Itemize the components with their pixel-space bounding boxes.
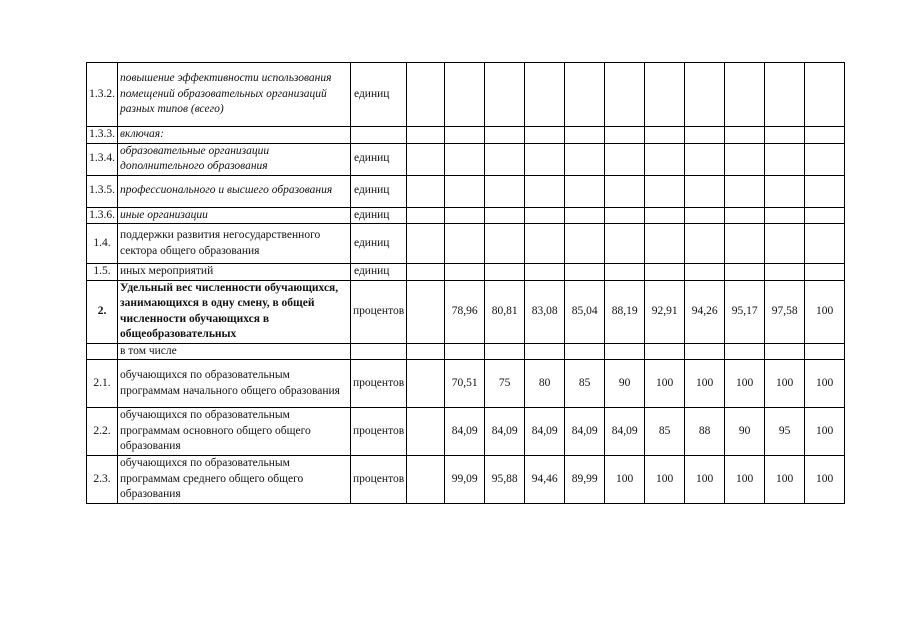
value-cell: 100 — [645, 360, 685, 408]
value-cell — [605, 127, 645, 144]
value-cell — [725, 127, 765, 144]
value-cell — [485, 207, 525, 224]
value-cell: 78,96 — [445, 280, 485, 343]
value-cell: 100 — [725, 360, 765, 408]
row-description: обучающихся по образовательным программам основного общего общего образования — [118, 408, 351, 456]
value-cell — [485, 343, 525, 360]
row-description: профессионального и высшего образования — [118, 175, 351, 207]
value-cell — [565, 63, 605, 127]
value-cell — [725, 224, 765, 264]
value-cell: 94,26 — [685, 280, 725, 343]
row-number: 1.4. — [87, 224, 118, 264]
value-cell — [685, 343, 725, 360]
value-cell — [565, 143, 605, 175]
row-unit: единиц — [351, 224, 407, 264]
value-cell — [485, 264, 525, 281]
value-cell — [525, 207, 565, 224]
row-description: обучающихся по образовательным программам начального общего образования — [118, 360, 351, 408]
value-cell — [605, 207, 645, 224]
value-cell: 95,88 — [485, 456, 525, 504]
row-unit: процентов — [351, 408, 407, 456]
value-cell: 97,58 — [765, 280, 805, 343]
value-cell — [485, 224, 525, 264]
row-number: 1.5. — [87, 264, 118, 281]
value-cell — [407, 127, 445, 144]
table-row — [87, 224, 845, 264]
value-cell — [725, 207, 765, 224]
value-cell: 100 — [805, 280, 845, 343]
row-unit: единиц — [351, 175, 407, 207]
value-cell — [805, 343, 845, 360]
value-cell: 100 — [725, 456, 765, 504]
value-cell — [725, 343, 765, 360]
value-cell — [605, 343, 645, 360]
value-cell: 92,91 — [645, 280, 685, 343]
value-cell — [445, 127, 485, 144]
value-cell — [525, 264, 565, 281]
value-cell: 95,17 — [725, 280, 765, 343]
value-cell — [445, 143, 485, 175]
value-cell — [525, 143, 565, 175]
value-cell — [407, 207, 445, 224]
row-unit: единиц — [351, 264, 407, 281]
row-number: 1.3.5. — [87, 175, 118, 207]
value-cell — [725, 143, 765, 175]
value-cell: 84,09 — [525, 408, 565, 456]
value-cell — [725, 63, 765, 127]
value-cell — [765, 264, 805, 281]
value-cell: 89,99 — [565, 456, 605, 504]
value-cell — [445, 264, 485, 281]
value-cell — [605, 224, 645, 264]
value-cell — [485, 63, 525, 127]
value-cell: 84,09 — [445, 408, 485, 456]
row-number: 2.2. — [87, 408, 118, 456]
row-unit — [351, 127, 407, 144]
row-description: включая: — [118, 127, 351, 144]
value-cell — [645, 175, 685, 207]
value-cell — [765, 127, 805, 144]
value-cell — [805, 264, 845, 281]
value-cell — [765, 224, 805, 264]
table-row — [87, 127, 845, 144]
row-unit — [351, 343, 407, 360]
value-cell: 90 — [725, 408, 765, 456]
row-unit: процентов — [351, 456, 407, 504]
value-cell: 85 — [565, 360, 605, 408]
row-description: поддержки развития негосударственного сектора общего образования — [118, 224, 351, 264]
table-row — [87, 143, 845, 175]
value-cell — [525, 343, 565, 360]
value-cell — [565, 207, 605, 224]
table-body — [87, 63, 845, 504]
value-cell: 100 — [805, 408, 845, 456]
value-cell — [685, 264, 725, 281]
row-number: 2.3. — [87, 456, 118, 504]
value-cell — [605, 143, 645, 175]
value-cell — [765, 343, 805, 360]
value-cell — [407, 280, 445, 343]
value-cell — [525, 63, 565, 127]
value-cell — [725, 264, 765, 281]
value-cell: 94,46 — [525, 456, 565, 504]
table-row — [87, 175, 845, 207]
value-cell — [485, 143, 525, 175]
value-cell: 100 — [765, 360, 805, 408]
table-row — [87, 360, 845, 408]
value-cell — [645, 343, 685, 360]
value-cell: 100 — [685, 360, 725, 408]
value-cell — [765, 175, 805, 207]
row-number: 1.3.4. — [87, 143, 118, 175]
value-cell — [645, 63, 685, 127]
value-cell — [685, 63, 725, 127]
value-cell: 80,81 — [485, 280, 525, 343]
row-number: 1.3.2. — [87, 63, 118, 127]
value-cell — [407, 224, 445, 264]
value-cell — [485, 127, 525, 144]
value-cell: 100 — [805, 360, 845, 408]
value-cell: 100 — [685, 456, 725, 504]
value-cell: 84,09 — [605, 408, 645, 456]
row-number — [87, 343, 118, 360]
value-cell — [645, 143, 685, 175]
value-cell — [765, 63, 805, 127]
value-cell — [685, 224, 725, 264]
value-cell: 99,09 — [445, 456, 485, 504]
value-cell: 100 — [765, 456, 805, 504]
value-cell — [565, 175, 605, 207]
value-cell — [407, 63, 445, 127]
value-cell — [645, 264, 685, 281]
value-cell — [725, 175, 765, 207]
value-cell — [685, 127, 725, 144]
row-unit: единиц — [351, 63, 407, 127]
value-cell — [805, 207, 845, 224]
row-unit: единиц — [351, 207, 407, 224]
row-number: 2.1. — [87, 360, 118, 408]
value-cell — [407, 264, 445, 281]
value-cell — [407, 408, 445, 456]
row-unit: единиц — [351, 143, 407, 175]
row-description: Удельный вес численности обучающихся, занимающихся в одну смену, в общей численности обучающихся в общеобразовательных — [118, 280, 351, 343]
row-description: образовательные организации дополнительного образования — [118, 143, 351, 175]
table-row — [87, 63, 845, 127]
row-number: 1.3.3. — [87, 127, 118, 144]
value-cell: 95 — [765, 408, 805, 456]
row-description: иные организации — [118, 207, 351, 224]
value-cell: 75 — [485, 360, 525, 408]
value-cell: 100 — [645, 456, 685, 504]
value-cell — [685, 207, 725, 224]
row-description: иных мероприятий — [118, 264, 351, 281]
table-row — [87, 408, 845, 456]
value-cell: 85 — [645, 408, 685, 456]
row-description: повышение эффективности использования помещений образовательных организаций разных типов (всего) — [118, 63, 351, 127]
value-cell — [765, 207, 805, 224]
value-cell — [407, 360, 445, 408]
value-cell: 70,51 — [445, 360, 485, 408]
value-cell — [407, 343, 445, 360]
row-number: 1.3.6. — [87, 207, 118, 224]
table-row — [87, 456, 845, 504]
value-cell — [805, 63, 845, 127]
row-description: обучающихся по образовательным программам среднего общего общего образования — [118, 456, 351, 504]
value-cell — [565, 127, 605, 144]
value-cell — [805, 224, 845, 264]
value-cell — [605, 63, 645, 127]
value-cell — [445, 343, 485, 360]
table-row — [87, 264, 845, 281]
value-cell — [685, 143, 725, 175]
indicators-table — [86, 62, 845, 504]
value-cell — [805, 143, 845, 175]
value-cell — [525, 175, 565, 207]
row-unit: процентов — [351, 360, 407, 408]
value-cell: 88,19 — [605, 280, 645, 343]
value-cell: 85,04 — [565, 280, 605, 343]
row-description: в том числе — [118, 343, 351, 360]
value-cell — [565, 343, 605, 360]
value-cell — [407, 456, 445, 504]
value-cell — [445, 63, 485, 127]
table-row — [87, 343, 845, 360]
row-number: 2. — [87, 280, 118, 343]
value-cell — [565, 224, 605, 264]
value-cell: 90 — [605, 360, 645, 408]
value-cell — [525, 224, 565, 264]
value-cell: 88 — [685, 408, 725, 456]
value-cell — [605, 264, 645, 281]
value-cell — [445, 207, 485, 224]
value-cell — [805, 127, 845, 144]
value-cell: 84,09 — [485, 408, 525, 456]
value-cell — [645, 207, 685, 224]
table-row — [87, 280, 845, 343]
value-cell — [805, 175, 845, 207]
value-cell — [525, 127, 565, 144]
table-row — [87, 207, 845, 224]
value-cell: 83,08 — [525, 280, 565, 343]
value-cell: 84,09 — [565, 408, 605, 456]
value-cell — [645, 127, 685, 144]
value-cell — [485, 175, 525, 207]
value-cell — [407, 175, 445, 207]
value-cell: 100 — [605, 456, 645, 504]
value-cell — [445, 224, 485, 264]
value-cell: 100 — [805, 456, 845, 504]
value-cell — [605, 175, 645, 207]
value-cell — [685, 175, 725, 207]
value-cell — [645, 224, 685, 264]
value-cell — [765, 143, 805, 175]
value-cell — [445, 175, 485, 207]
value-cell — [565, 264, 605, 281]
value-cell: 80 — [525, 360, 565, 408]
row-unit: процентов — [351, 280, 407, 343]
value-cell — [407, 143, 445, 175]
